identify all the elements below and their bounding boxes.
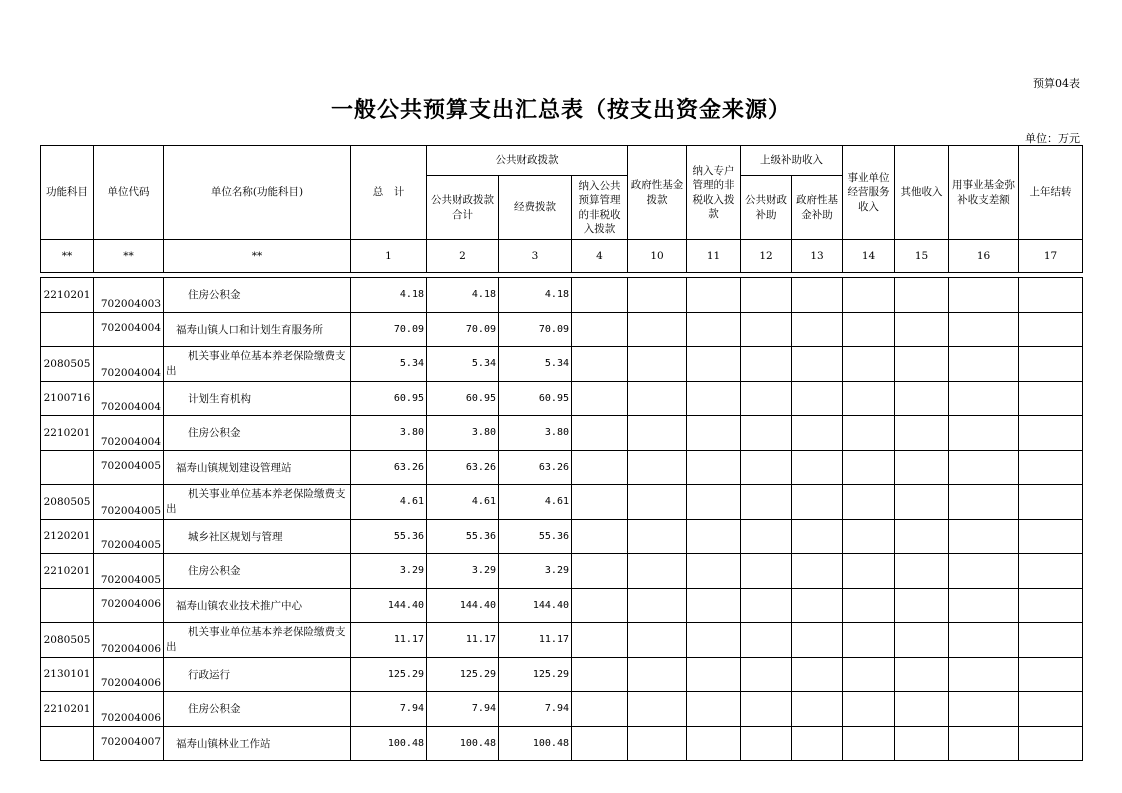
empty-cell: [843, 554, 895, 589]
empty-cell: [949, 485, 1019, 520]
empty-cell: [741, 381, 792, 416]
empty-cell: [628, 726, 687, 761]
empty-cell: [572, 312, 628, 347]
header-upper-public: 公共财政补助: [741, 176, 792, 240]
empty-cell: [741, 726, 792, 761]
table-header: [41, 146, 1083, 273]
total-cell: 5.34: [351, 347, 427, 382]
empty-cell: [741, 554, 792, 589]
empty-cell: [895, 278, 949, 313]
func-code-cell: 2210201: [41, 416, 94, 451]
empty-cell: [687, 485, 741, 520]
header-total: 总 计: [351, 146, 427, 240]
unit-name-cell: 住房公积金: [164, 554, 351, 589]
fee-cell: 55.36: [499, 519, 572, 554]
empty-cell: [895, 450, 949, 485]
table-row: [41, 381, 1083, 416]
header-special: 纳入专户管理的非税收入拨款: [687, 146, 741, 240]
empty-cell: [628, 485, 687, 520]
header-name: 单位名称(功能科目): [164, 146, 351, 240]
header-carry: 上年结转: [1019, 146, 1083, 240]
public-total-cell: 60.95: [427, 381, 499, 416]
unit-code-cell: 702004005: [94, 485, 164, 520]
table-row: [41, 588, 1083, 623]
table-body: [41, 273, 1083, 761]
unit-code-cell: 702004006: [94, 657, 164, 692]
index-cell: 10: [628, 240, 687, 273]
fee-cell: 144.40: [499, 588, 572, 623]
unit-label: 单位：万元: [1025, 132, 1080, 145]
empty-cell: [843, 692, 895, 727]
table-row: [41, 519, 1083, 554]
empty-cell: [1019, 726, 1083, 761]
empty-cell: [843, 588, 895, 623]
empty-cell: [792, 312, 843, 347]
empty-cell: [949, 657, 1019, 692]
fee-cell: 3.80: [499, 416, 572, 451]
empty-cell: [572, 519, 628, 554]
fee-cell: 100.48: [499, 726, 572, 761]
func-code-cell: [41, 588, 94, 623]
public-total-cell: 4.18: [427, 278, 499, 313]
unit-code-cell: 702004004: [94, 381, 164, 416]
empty-cell: [895, 416, 949, 451]
empty-cell: [1019, 381, 1083, 416]
func-code-cell: 2210201: [41, 692, 94, 727]
func-code-cell: 2100716: [41, 381, 94, 416]
public-total-cell: 63.26: [427, 450, 499, 485]
fee-cell: 63.26: [499, 450, 572, 485]
unit-name-cell: 机关事业单位基本养老保险缴费支出: [164, 485, 351, 520]
empty-cell: [843, 347, 895, 382]
header-public-group: 公共财政拨款: [427, 146, 628, 176]
total-cell: 4.18: [351, 278, 427, 313]
empty-cell: [572, 381, 628, 416]
unit-code-cell: 702004005: [94, 519, 164, 554]
empty-cell: [792, 692, 843, 727]
form-number: 预算04表: [1033, 77, 1080, 90]
empty-cell: [792, 485, 843, 520]
empty-cell: [628, 312, 687, 347]
table-row: [41, 726, 1083, 761]
index-cell: **: [94, 240, 164, 273]
empty-cell: [792, 554, 843, 589]
fee-cell: 5.34: [499, 347, 572, 382]
unit-code-cell: 702004005: [94, 450, 164, 485]
fee-cell: 4.18: [499, 278, 572, 313]
public-total-cell: 55.36: [427, 519, 499, 554]
empty-cell: [1019, 554, 1083, 589]
empty-cell: [628, 588, 687, 623]
index-cell: 2: [427, 240, 499, 273]
empty-cell: [949, 347, 1019, 382]
empty-cell: [895, 692, 949, 727]
empty-cell: [949, 416, 1019, 451]
empty-cell: [895, 312, 949, 347]
header-code: 单位代码: [94, 146, 164, 240]
empty-cell: [687, 726, 741, 761]
fee-cell: 3.29: [499, 554, 572, 589]
unit-name-cell: 住房公积金: [164, 416, 351, 451]
empty-cell: [949, 312, 1019, 347]
unit-name-cell: 福寿山镇林业工作站: [164, 726, 351, 761]
table-row: [41, 450, 1083, 485]
unit-name-cell: 福寿山镇规划建设管理站: [164, 450, 351, 485]
unit-code-cell: 702004004: [94, 347, 164, 382]
total-cell: 70.09: [351, 312, 427, 347]
public-total-cell: 7.94: [427, 692, 499, 727]
public-total-cell: 11.17: [427, 623, 499, 658]
index-cell: 11: [687, 240, 741, 273]
empty-cell: [628, 450, 687, 485]
empty-cell: [1019, 312, 1083, 347]
func-code-cell: 2130101: [41, 657, 94, 692]
index-cell: 4: [572, 240, 628, 273]
fee-cell: 7.94: [499, 692, 572, 727]
total-cell: 60.95: [351, 381, 427, 416]
empty-cell: [628, 278, 687, 313]
empty-cell: [949, 381, 1019, 416]
unit-name-cell: 住房公积金: [164, 692, 351, 727]
empty-cell: [687, 312, 741, 347]
empty-cell: [572, 692, 628, 727]
public-total-cell: 144.40: [427, 588, 499, 623]
empty-cell: [1019, 657, 1083, 692]
unit-code-cell: 702004005: [94, 554, 164, 589]
empty-cell: [741, 692, 792, 727]
empty-cell: [792, 623, 843, 658]
index-cell: 16: [949, 240, 1019, 273]
empty-cell: [741, 416, 792, 451]
total-cell: 3.80: [351, 416, 427, 451]
total-cell: 144.40: [351, 588, 427, 623]
empty-cell: [895, 588, 949, 623]
empty-cell: [895, 726, 949, 761]
empty-cell: [628, 657, 687, 692]
empty-cell: [687, 554, 741, 589]
fee-cell: 11.17: [499, 623, 572, 658]
total-cell: 55.36: [351, 519, 427, 554]
unit-name-cell: 机关事业单位基本养老保险缴费支出: [164, 623, 351, 658]
empty-cell: [572, 623, 628, 658]
empty-cell: [572, 450, 628, 485]
total-cell: 100.48: [351, 726, 427, 761]
table-row: [41, 623, 1083, 658]
empty-cell: [572, 347, 628, 382]
empty-cell: [843, 485, 895, 520]
table-row: [41, 416, 1083, 451]
empty-cell: [792, 519, 843, 554]
empty-cell: [628, 416, 687, 451]
table-row: [41, 278, 1083, 313]
empty-cell: [792, 450, 843, 485]
empty-cell: [843, 312, 895, 347]
func-code-cell: [41, 312, 94, 347]
empty-cell: [628, 519, 687, 554]
empty-cell: [949, 588, 1019, 623]
empty-cell: [572, 726, 628, 761]
empty-cell: [687, 347, 741, 382]
empty-cell: [843, 623, 895, 658]
empty-cell: [1019, 416, 1083, 451]
unit-code-cell: 702004007: [94, 726, 164, 761]
total-cell: 4.61: [351, 485, 427, 520]
header-public-total: 公共财政拨款合计: [427, 176, 499, 240]
total-cell: 63.26: [351, 450, 427, 485]
header-other: 其他收入: [895, 146, 949, 240]
empty-cell: [628, 347, 687, 382]
empty-cell: [687, 450, 741, 485]
empty-cell: [949, 692, 1019, 727]
empty-cell: [741, 623, 792, 658]
empty-cell: [687, 692, 741, 727]
empty-cell: [628, 554, 687, 589]
empty-cell: [572, 657, 628, 692]
empty-cell: [741, 347, 792, 382]
empty-cell: [1019, 588, 1083, 623]
fee-cell: 125.29: [499, 657, 572, 692]
unit-code-cell: 702004003: [94, 278, 164, 313]
func-code-cell: 2210201: [41, 554, 94, 589]
empty-cell: [741, 312, 792, 347]
index-cell: **: [164, 240, 351, 273]
empty-cell: [792, 588, 843, 623]
table-row: [41, 554, 1083, 589]
header-gov-fund: 政府性基金拨款: [628, 146, 687, 240]
unit-code-cell: 702004006: [94, 588, 164, 623]
func-code-cell: [41, 450, 94, 485]
empty-cell: [843, 381, 895, 416]
empty-cell: [1019, 278, 1083, 313]
public-total-cell: 70.09: [427, 312, 499, 347]
table-row: [41, 692, 1083, 727]
unit-name-cell: 机关事业单位基本养老保险缴费支出: [164, 347, 351, 382]
empty-cell: [792, 347, 843, 382]
unit-name-cell: 住房公积金: [164, 278, 351, 313]
unit-name-cell: 福寿山镇人口和计划生育服务所: [164, 312, 351, 347]
empty-cell: [741, 657, 792, 692]
empty-cell: [895, 657, 949, 692]
table-row: [41, 347, 1083, 382]
empty-cell: [687, 416, 741, 451]
empty-cell: [741, 450, 792, 485]
empty-cell: [949, 450, 1019, 485]
empty-cell: [687, 519, 741, 554]
fee-cell: 4.61: [499, 485, 572, 520]
index-cell: 12: [741, 240, 792, 273]
empty-cell: [687, 588, 741, 623]
header-func: 功能科目: [41, 146, 94, 240]
empty-cell: [741, 485, 792, 520]
index-cell: **: [41, 240, 94, 273]
empty-cell: [741, 588, 792, 623]
unit-code-cell: 702004006: [94, 623, 164, 658]
table-row: [41, 657, 1083, 692]
empty-cell: [572, 278, 628, 313]
index-cell: 15: [895, 240, 949, 273]
public-total-cell: 3.29: [427, 554, 499, 589]
empty-cell: [628, 692, 687, 727]
empty-cell: [895, 623, 949, 658]
empty-cell: [895, 381, 949, 416]
unit-code-cell: 702004004: [94, 312, 164, 347]
empty-cell: [792, 381, 843, 416]
func-code-cell: 2210201: [41, 278, 94, 313]
empty-cell: [895, 519, 949, 554]
unit-code-cell: 702004004: [94, 416, 164, 451]
public-total-cell: 5.34: [427, 347, 499, 382]
index-cell: 3: [499, 240, 572, 273]
unit-name-cell: 行政运行: [164, 657, 351, 692]
func-code-cell: 2080505: [41, 623, 94, 658]
table-row: [41, 485, 1083, 520]
empty-cell: [572, 416, 628, 451]
empty-cell: [949, 623, 1019, 658]
empty-cell: [572, 588, 628, 623]
header-nontax: 纳入公共预算管理的非税收入拨款: [572, 176, 628, 240]
empty-cell: [1019, 519, 1083, 554]
func-code-cell: 2080505: [41, 485, 94, 520]
empty-cell: [843, 726, 895, 761]
empty-cell: [1019, 347, 1083, 382]
empty-cell: [792, 278, 843, 313]
header-upper-group: 上级补助收入: [741, 146, 843, 176]
unit-name-cell: 城乡社区规划与管理: [164, 519, 351, 554]
fee-cell: 70.09: [499, 312, 572, 347]
empty-cell: [843, 450, 895, 485]
empty-cell: [843, 657, 895, 692]
empty-cell: [572, 485, 628, 520]
empty-cell: [687, 657, 741, 692]
empty-cell: [792, 416, 843, 451]
empty-cell: [687, 278, 741, 313]
empty-cell: [741, 278, 792, 313]
total-cell: 3.29: [351, 554, 427, 589]
empty-cell: [949, 554, 1019, 589]
empty-cell: [572, 554, 628, 589]
unit-name-cell: 福寿山镇农业技术推广中心: [164, 588, 351, 623]
empty-cell: [843, 519, 895, 554]
empty-cell: [895, 347, 949, 382]
index-cell: 13: [792, 240, 843, 273]
empty-cell: [1019, 692, 1083, 727]
public-total-cell: 3.80: [427, 416, 499, 451]
fee-cell: 60.95: [499, 381, 572, 416]
empty-cell: [949, 519, 1019, 554]
index-cell: 1: [351, 240, 427, 273]
index-cell: 17: [1019, 240, 1083, 273]
empty-cell: [687, 623, 741, 658]
empty-cell: [628, 623, 687, 658]
empty-cell: [628, 381, 687, 416]
empty-cell: [792, 657, 843, 692]
empty-cell: [792, 726, 843, 761]
empty-cell: [895, 554, 949, 589]
header-upper-gov: 政府性基金补助: [792, 176, 843, 240]
header-fund-diff: 用事业基金弥补收支差额: [949, 146, 1019, 240]
budget-table: [40, 145, 1083, 761]
empty-cell: [949, 726, 1019, 761]
func-code-cell: 2080505: [41, 347, 94, 382]
empty-cell: [741, 519, 792, 554]
header-fee: 经费拨款: [499, 176, 572, 240]
unit-name-cell: 计划生育机构: [164, 381, 351, 416]
header-biz: 事业单位经营服务收入: [843, 146, 895, 240]
index-row: [41, 240, 1083, 273]
unit-code-cell: 702004006: [94, 692, 164, 727]
public-total-cell: 125.29: [427, 657, 499, 692]
empty-cell: [895, 485, 949, 520]
index-cell: 14: [843, 240, 895, 273]
func-code-cell: [41, 726, 94, 761]
total-cell: 7.94: [351, 692, 427, 727]
public-total-cell: 100.48: [427, 726, 499, 761]
empty-cell: [949, 278, 1019, 313]
page-title: 一般公共预算支出汇总表（按支出资金来源）: [330, 98, 791, 123]
empty-cell: [687, 381, 741, 416]
func-code-cell: 2120201: [41, 519, 94, 554]
table-row: [41, 312, 1083, 347]
public-total-cell: 4.61: [427, 485, 499, 520]
total-cell: 125.29: [351, 657, 427, 692]
empty-cell: [1019, 623, 1083, 658]
empty-cell: [1019, 450, 1083, 485]
total-cell: 11.17: [351, 623, 427, 658]
empty-cell: [843, 416, 895, 451]
empty-cell: [1019, 485, 1083, 520]
empty-cell: [843, 278, 895, 313]
